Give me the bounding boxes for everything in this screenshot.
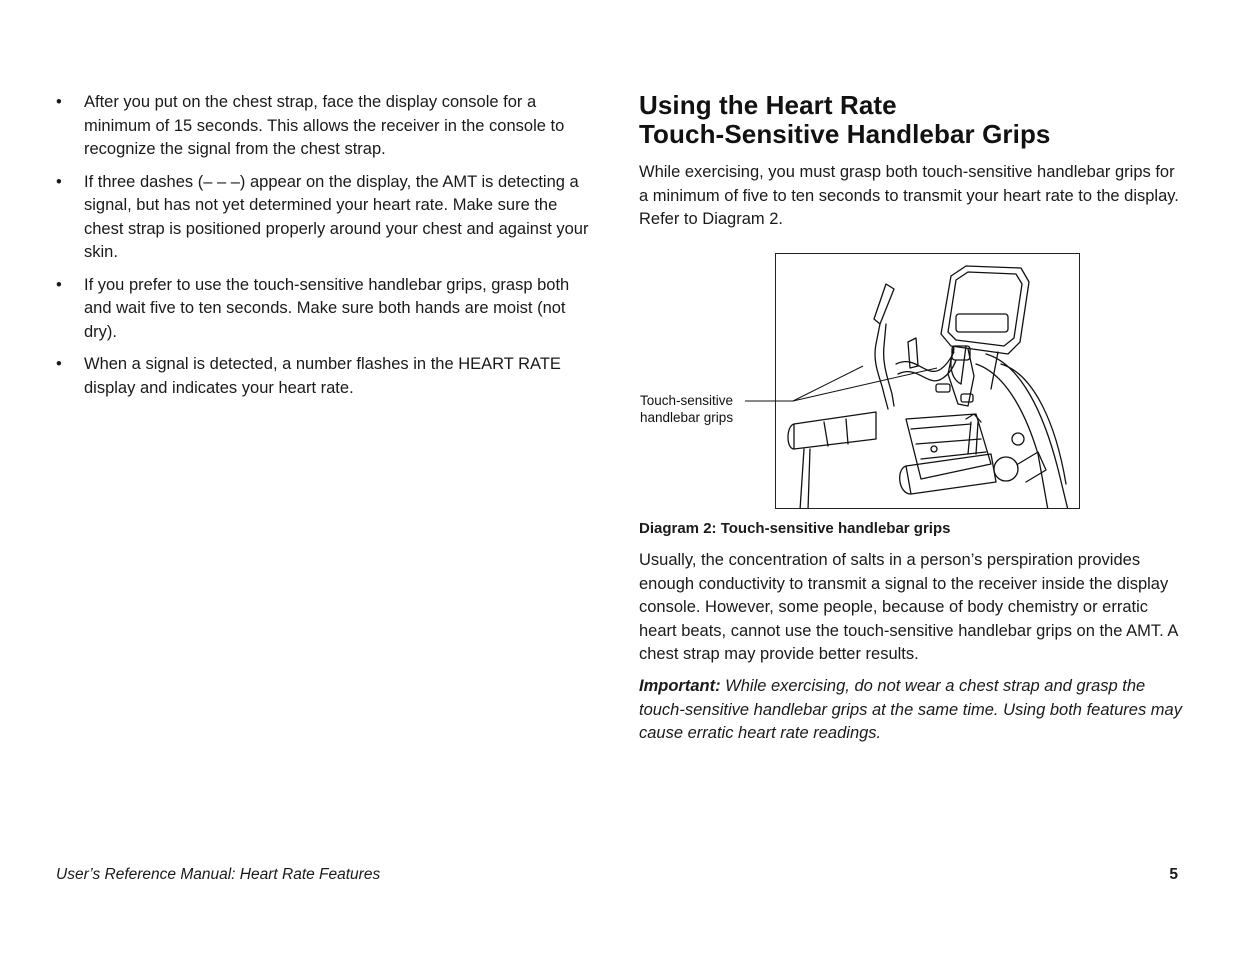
- heading-line-2: Touch-Sensitive Handlebar Grips: [639, 119, 1051, 149]
- bullet-dot: •: [56, 172, 62, 191]
- bullet-dot: •: [56, 93, 62, 111]
- bullet-text: If three dashes (– – –) appear on the display, the AMT is detecting a signal, but has not yet determined your heart rate. Make sure the chest strap is positioned properly around your chest and against your skin.: [84, 172, 589, 261]
- bullet-text: If you prefer to use the touch-sensitive handlebar grips, grasp both and wait five to ten seconds. Make sure both hands are moist (not dry).: [84, 275, 570, 341]
- body-paragraph: Usually, the concentration of salts in a person’s perspiration provides enough conductivity to transmit a signal to the receiver inside the display console. However, some people, because of body chemistry or erratic heart beats, cannot use the touch-sensitive handlebar grips on the AMT. A chest strap may provide better results.: [639, 551, 1178, 663]
- list-item: [56, 171, 596, 265]
- important-label: Important:: [639, 677, 721, 695]
- callout-leader-lines: [745, 330, 955, 410]
- list-item: [56, 353, 596, 400]
- left-column: [56, 91, 596, 409]
- diagram-caption: Diagram 2: Touch-sensitive handlebar grips: [639, 520, 951, 537]
- page-number: 5: [1169, 866, 1178, 883]
- important-note: [639, 675, 1184, 746]
- section-header: [639, 91, 1184, 149]
- bullet-list: [56, 91, 596, 400]
- heading-line-1: Using the Heart Rate: [639, 90, 897, 120]
- callout-label: [640, 392, 733, 426]
- list-item: [56, 91, 596, 162]
- callout-line-2: handlebar grips: [640, 410, 734, 425]
- callout-line-1: Touch-sensitive: [640, 393, 734, 408]
- bullet-dot: •: [56, 355, 62, 373]
- bullet-text: When a signal is detected, a number flashes in the HEART RATE display and indicates your heart rate.: [84, 355, 561, 397]
- important-text: While exercising, do not wear a chest strap and grasp the touch-sensitive handlebar grips at the same time. Using both features may cause erratic heart rate readings.: [639, 677, 1182, 742]
- list-item: [56, 274, 596, 345]
- bullet-dot: •: [56, 275, 62, 294]
- intro-paragraph: While exercising, you must grasp both touch-sensitive handlebar grips for a minimum of five to ten seconds to transmit your heart rate to the display. Refer to Diagram 2.: [639, 163, 1179, 228]
- footer-title: User’s Reference Manual: Heart Rate Features: [56, 866, 381, 883]
- section-heading: [639, 91, 1184, 149]
- bullet-text: After you put on the chest strap, face the display console for a minimum of 15 seconds. This allows the receiver in the console to recognize the signal from the chest strap.: [84, 93, 565, 158]
